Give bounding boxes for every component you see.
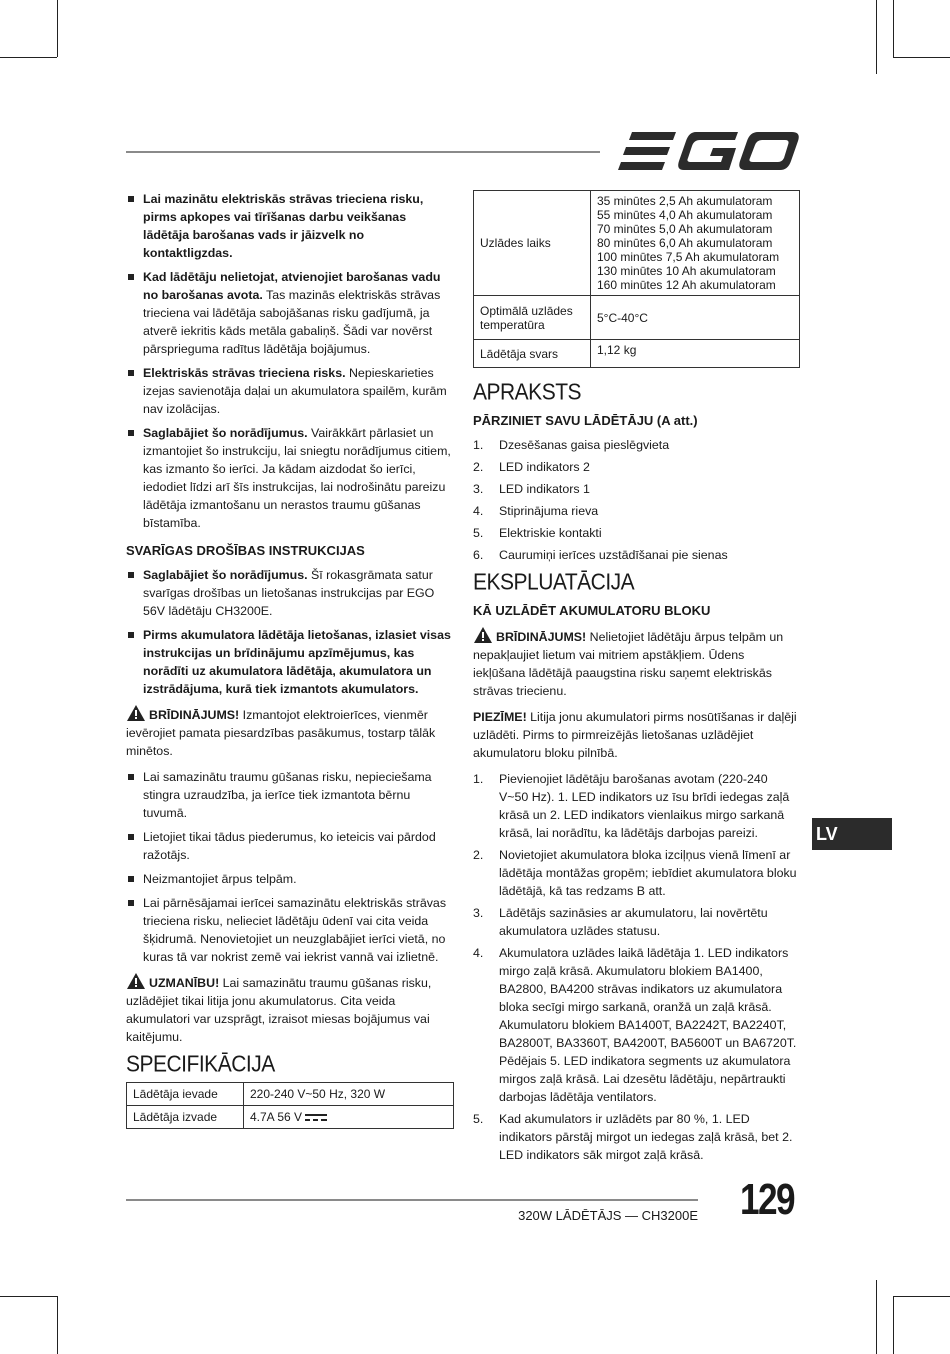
- list-item: 2. Novietojiet akumulatora bloka izciļņus vienā līmenī ar lādētāja montāžas gropēm; iebīdiet akumulatora bloku lādētājā, kā tas redzams B att.: [473, 848, 797, 898]
- list-item: Saglabājiet šo norādījumus. Vairākkārt pārlasiet un izmantojiet šo instrukciju, lai sniegtu norādījumus citiem, kas izmanto šo ierīci. Ja kādam aizdodat šo ierīci, iedodiet līdzi arī šīs instrukcijas, lai nodrošinātu pareizu lādētāja izmantošanu un nerastos traumu gūšanas bīstamība.: [126, 424, 454, 532]
- parts-list: [473, 436, 800, 564]
- ego-logo: [618, 132, 800, 170]
- safety-bullets-2: [126, 566, 454, 698]
- charge-key: Lādētāja svars: [474, 340, 591, 368]
- list-item: 4. Akumulatora uzlādes laikā lādētāja 1. LED indikators mirgo zaļā krāsā. Akumulatoru blokiem BA1400, BA2800, BA4200 strāvas indikators uz akumulatora bloka secīgi mirgo sarkanā, oranžā un zaļā krāsā. Akumulatoru blokiem BA1400T, BA2242T, BA2240T, BA2800T, BA3360T, BA4200T, BA5600T un BA6720T. Pēdējais 5. LED indikatora segments uz akumulatora mirgos zaļā krāsā. Lai dzesētu lādētāju, nepārtraukti darbojas lādētāja ventilators.: [473, 946, 797, 1104]
- table-row: [474, 191, 800, 296]
- steps-list: [473, 770, 800, 1164]
- header-rule: [126, 151, 600, 153]
- crop-mark: [876, 1280, 877, 1354]
- dc-symbol-icon: [305, 1113, 327, 1123]
- spec-heading: SPECIFIKĀCIJA: [126, 1051, 275, 1078]
- charging-heading: KĀ UZLĀDĒT AKUMULATORU BLOKU: [473, 603, 711, 618]
- crop-mark: [893, 1296, 894, 1354]
- list-item: Lai mazinātu elektriskās strāvas trieciena risku, pirms apkopes vai tīrīšanas darbu veikšanas lādētāja barošanas vads ir jāizvelk no kontaktligzdas.: [126, 190, 454, 262]
- crop-mark: [876, 0, 877, 74]
- know-charger-heading: PĀRZINIET SAVU LĀDĒTĀJU (A att.): [473, 413, 698, 428]
- list-item: 3. Lādētājs sazināsies ar akumulatoru, lai novērtētu akumulatora uzlādes statusu.: [473, 906, 768, 938]
- safety-bullets-1: [126, 190, 454, 532]
- list-item: 1. Pievienojiet lādētāju barošanas avotam (220-240 V~50 Hz). 1. LED indikators uz īsu brīdi iedegas zaļā krāsā un 2. LED indikators vienlaikus mirgo sarkanā krāsā, lai norādītu, ka lādētājs darbojas pareizi.: [473, 772, 790, 840]
- caution-icon: [126, 972, 146, 990]
- list-item: 3. LED indikators 1: [473, 482, 590, 496]
- footer-rule: [126, 1199, 698, 1201]
- spec-value-output: 4.7A 56 V: [244, 1106, 454, 1129]
- ego-logo-icon: [618, 132, 800, 170]
- list-item: Elektriskās strāvas trieciena risks. Nepieskarieties izejas savienotāja daļai un akumulatora spailēm, kurām nav izolācijas.: [126, 364, 454, 418]
- footer-title: 320W LĀDĒTĀJS — CH3200E: [518, 1208, 698, 1223]
- list-item: Kad lādētāju nelietojat, atvienojiet barošanas vadu no barošanas avota. Tas mazinās elektriskās strāvas trieciena vai lādētāja sabojāšanas risku gadījumā, ja atverē iekritis kāds metāla gabaliņš. Šādi var novērst pārsprieguma radītus lādētāja bojājumus.: [126, 268, 454, 358]
- note-paragraph: PIEZĪME! Litija jonu akumulatori pirms nosūtīšanas ir daļēji uzlādēti. Pirms to pirmreizējās lietošanas uzlādējiet akumulatoru bloku pilnībā.: [473, 710, 797, 760]
- charge-key: Optimālā uzlādes temperatūra: [474, 296, 591, 340]
- crop-mark: [893, 57, 950, 58]
- list-item: Neizmantojiet ārpus telpām.: [126, 870, 454, 888]
- list-item: 5. Kad akumulators ir uzlādēts par 80 %, 1. LED indikators pārstāj mirgot un iedegas zaļā krāsā, bet 2. LED indikators sāk mirgot zaļā krāsā.: [473, 1112, 793, 1162]
- spec-key: Lādētāja izvade: [127, 1106, 244, 1129]
- list-item: 6. Caurumiņi ierīces uzstādīšanai pie sienas: [473, 548, 728, 562]
- warning-icon: [126, 704, 146, 722]
- language-tab: LV: [812, 818, 892, 850]
- crop-mark: [0, 57, 57, 58]
- table-row: [127, 1106, 454, 1129]
- crop-mark: [57, 0, 58, 57]
- crop-mark: [0, 1296, 57, 1297]
- operation-heading: EKSPLUATĀCIJA: [473, 569, 635, 596]
- list-item: 2. LED indikators 2: [473, 460, 590, 474]
- list-item: Pirms akumulatora lādētāja lietošanas, izlasiet visas instrukcijas un brīdinājumu apzīmējumus, kas norādīti uz akumulatora lādētāja, akumulatora un izstrādājuma, kurā tiek izmantots akumulators.: [126, 626, 454, 698]
- charge-value: 1,12 kg: [591, 340, 800, 368]
- spec-value: 220-240 V~50 Hz, 320 W: [244, 1083, 454, 1106]
- crop-mark: [57, 1296, 58, 1354]
- charge-table: [473, 190, 800, 368]
- description-heading: APRAKSTS: [473, 379, 582, 406]
- list-item: Saglabājiet šo norādījumus. Šī rokasgrāmata satur svarīgas drošības un lietošanas instrukcijas par EGO 56V lādētāju CH3200E.: [126, 566, 454, 620]
- page-number: 129: [740, 1175, 794, 1224]
- safety-heading: SVARĪGAS DROŠĪBAS INSTRUKCIJAS: [126, 543, 365, 558]
- table-row: [127, 1083, 454, 1106]
- crop-mark: [893, 1296, 950, 1297]
- caution-paragraph: UZMANĪBU! Lai samazinātu traumu gūšanas risku, uzlādējiet tikai litija jonu akumulatorus. Cita veida akumulatori var uzsprāgt, izraisot miesas bojājumus vai kaitējumu.: [126, 972, 454, 1046]
- table-row: [474, 340, 800, 368]
- list-item: Lai samazinātu traumu gūšanas risku, nepieciešama stingra uzraudzība, ja ierīce tiek izmantota bērnu tuvumā.: [126, 768, 454, 822]
- spec-table: [126, 1082, 454, 1129]
- list-item: Lai pārnēsājamai ierīcei samazinātu elektriskās strāvas trieciena risku, nelieciet lādētāju ūdenī vai cita veida šķidrumā. Nenovietojiet un neuzglabājiet ierīci vietā, no kuras tā var nokrist zemē vai iekrist vannā vai izlietnē.: [126, 894, 454, 966]
- list-item: Lietojiet tikai tādus piederumus, ko ieteicis vai pārdod ražotājs.: [126, 828, 454, 864]
- warning-paragraph: BRĪDINĀJUMS! Nelietojiet lādētāju ārpus telpām un nepakļaujiet lietum vai mitriem apstākļiem. Ūdens iekļūšana lādētājā paaugstina risku saņemt elektriskās strāvas triecienu.: [473, 626, 800, 700]
- list-item: 5. Elektriskie kontakti: [473, 526, 602, 540]
- charge-value: 35 minūtes 2,5 Ah akumulatoram 55 minūtes 4,0 Ah akumulatoram 70 minūtes 5,0 Ah akumulatoram 80 minūtes 6,0 Ah akumulatoram 100 minūtes 7,5 Ah akumulatoram 130 minūtes 10 Ah akumulatoram 160 minūtes 12 Ah akumulatoram: [591, 191, 800, 296]
- warning-paragraph: BRĪDINĀJUMS! Izmantojot elektroierīces, vienmēr ievērojiet pamata piesardzības pasākumus, tostarp tālāk minētos.: [126, 704, 454, 760]
- warning-icon: [473, 626, 493, 644]
- right-column: [473, 190, 800, 1168]
- list-item: 1. Dzesēšanas gaisa pieslēgvieta: [473, 438, 670, 452]
- list-item: 4. Stiprinājuma rieva: [473, 504, 599, 518]
- table-row: [474, 296, 800, 340]
- spec-key: Lādētāja ievade: [127, 1083, 244, 1106]
- charge-key: Uzlādes laiks: [474, 191, 591, 296]
- general-bullets: [126, 768, 454, 966]
- charge-value: 5°C-40°C: [591, 296, 800, 340]
- crop-mark: [893, 0, 894, 57]
- left-column: [126, 190, 454, 1129]
